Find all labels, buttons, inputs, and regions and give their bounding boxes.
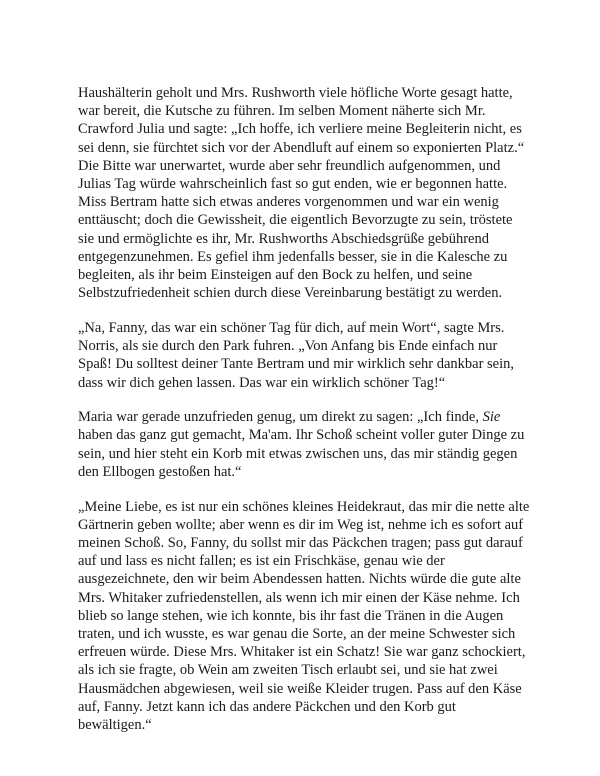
paragraph-2: „Na, Fanny, das war ein schöner Tag für dich, auf mein Wort“, sagte Mrs. Norris, als sie durch den Park fuhren. „Von Anfang bis Ende einfach nur Spaß! Du solltest deiner Tante Bertram und mir wirklich sehr dankbar sein, dass wir dich gehen lassen. Das war ein wirklich schöner Tag!“ xyxy=(78,319,515,391)
document-page xyxy=(78,84,530,751)
paragraph-4: „Meine Liebe, es ist nur ein schönes kleines Heidekraut, das mir die nette alte Gärtnerin geben wollte; aber wenn es dir im Weg ist, nehme ich es sofort auf meinen Schoß. So, Fanny, du sollst mir das Päckchen tragen; pass gut darauf auf und lass es nicht fallen; es ist ein Frischkäse, genau wie der ausgezeichnete, den wir beim Abendessen hatten. Nichts würde die gute alte Mrs. Whitaker zufriedenstellen, als wenn ich mir einen der Käse nehme. Ich blieb so lange stehen, wie ich konnte, bis ihr fast die Tränen in die Augen traten, und ich wusste, es war genau die Sorte, an der meine Schwester sich erfreuen würde. Diese Mrs. Whitaker ist ein Schatz! Sie war ganz schockiert, als ich sie fragte, ob Wein am zweiten Tisch erlaubt sei, und sie hat zwei Hausmädchen abgewiesen, weil sie weiße Kleider trugen. Pass auf den Käse auf, Fanny. Jetzt kann ich das andere Päckchen und den Korb gut bewältigen.“ xyxy=(78,498,530,733)
paragraph-1: Haushälterin geholt und Mrs. Rushworth viele höfliche Worte gesagt hatte, war bereit, die Kutsche zu führen. Im selben Moment näherte sich Mr. Crawford Julia und sagte: „Ich hoffe, ich verliere meine Begleiterin nicht, es sei denn, sie fürchtet sich vor der Abendluft auf einem so exponierten Platz.“ Die Bitte war unerwartet, wurde aber sehr freundlich aufgenommen, und Julias Tag würde wahrscheinlich fast so gut enden, wie er begonnen hatte. Miss Bertram hatte sich etwas anderes vorgenommen und war ein wenig enttäuscht; doch die Gewissheit, die eigentlich Bevorzugte zu sein, tröstete sie und ermöglichte es ihr, Mr. Rushworths Abschiedsgrüße gebührend entgegenzunehmen. Es gefiel ihm jedenfalls besser, sie in die Kalesche zu begleiten, als ihr beim Einsteigen auf den Bock zu helfen, und seine Selbstzufriedenheit schien durch diese Vereinbarung bestätigt zu werden. xyxy=(78,85,525,302)
paragraph-3-text-before: Maria war gerade unzufrieden genug, um direkt zu sagen: „Ich finde, xyxy=(78,409,483,426)
paragraph-3-emphasis: Sie xyxy=(482,409,501,426)
paragraph-3-text-after: haben das ganz gut gemacht, Ma'am. Ihr Schoß scheint voller guter Dinge zu sein, und hier steht ein Korb mit etwas zwischen uns, das mir ständig gegen den Ellbogen gestoßen hat.“ xyxy=(78,427,525,480)
paragraph-3 xyxy=(78,408,530,481)
